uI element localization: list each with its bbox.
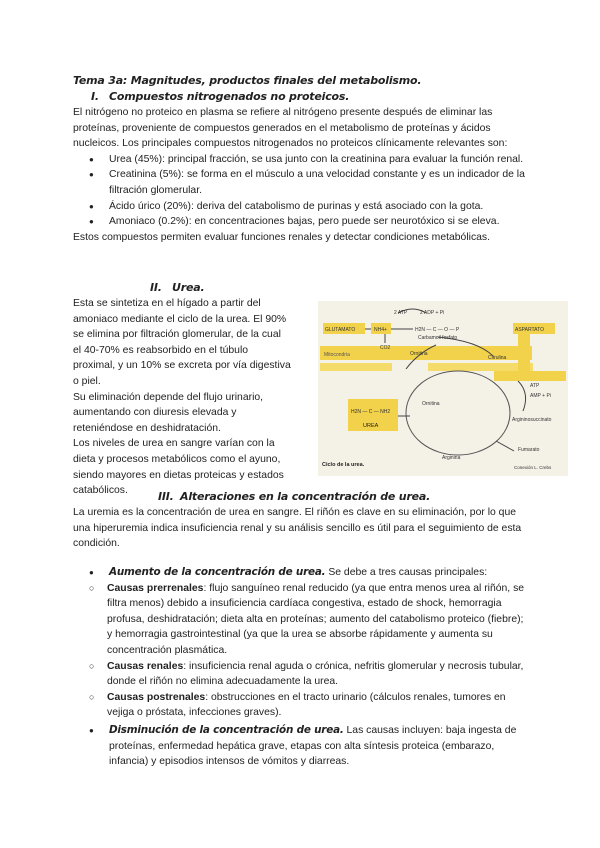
label-arginina: Arginina: [442, 455, 461, 461]
cause-item: [73, 659, 525, 690]
label-ornitina-2: Ornitina: [422, 401, 440, 407]
cause-label: Causas postrenales: [107, 691, 206, 703]
diagram-credit: Conexión L. Crebs: [514, 465, 552, 470]
label-fumarato: Fumarato: [518, 447, 540, 453]
cause-text: : flujo sanguíneo renal reducido (ya que entra menos urea al riñón, se filtra menos) debido a insuficiencia cardíaca congestiva, estado de shock, hemorragia profusa, deshidratación; dieta alta en proteínas; aumento del catabolismo proteico (fiebre); y hemorragia gastrointestinal (ya que la urea se absorbe rápidamente y aumenta su concentración plasmática.: [107, 582, 525, 656]
section-3-intro: La uremia es la concentración de urea en sangre. El riñón es clave en su eliminación, por lo que una hiperuremia indica insuficiencia renal y su análisis sencillo es útil para el seguimiento de esta condición.: [73, 507, 522, 550]
disminucion-text: Las causas incluyen: baja ingesta de proteínas, enfermedad hepática grave, etapas con alta síntesis proteica (embarazo, infancia) y episodios intensos de vómitos y diarreas.: [109, 725, 517, 768]
section-2-number: II.: [150, 281, 162, 294]
cause-text: : insuficiencia renal aguda o crónica, nefritis glomerular y necrosis tubular, donde el riñón no elimina adecuadamente la urea.: [107, 660, 524, 688]
section-1-body: [73, 105, 525, 245]
section-2-heading: Urea.: [172, 281, 205, 294]
label-2atp: 2 ATP: [394, 310, 408, 316]
label-amp: AMP + Pi: [530, 393, 551, 399]
aumento-item: [73, 565, 525, 721]
urea-cycle-diagram: [318, 301, 568, 476]
label-glutamato: GLUTAMATO: [325, 327, 356, 333]
list-item: ● Creatinina (5%): se forma en el músculo a una velocidad constante y es un indicador de la filtración glomerular.: [73, 167, 525, 198]
section-2-body: [73, 296, 291, 499]
disminucion-item: [73, 723, 525, 770]
urea-paragraph-3: Los niveles de urea en sangre varían con la dieta y procesos metabólicos como el ayuno, siendo mayores en dietas proteicas y estados catabólicos.: [73, 438, 284, 497]
cause-item: [73, 581, 525, 659]
mitochondria-membrane-right: [428, 363, 533, 371]
urea-cycle-svg: [318, 301, 568, 476]
section-1-heading: Compuestos nitrogenados no proteicos.: [109, 90, 350, 103]
list-item: ● Urea (45%): principal fracción, se usa junto con la creatinina para evaluar la función renal.: [73, 152, 525, 168]
aumento-block: [73, 565, 525, 721]
aumento-text: Se debe a tres causas principales:: [325, 567, 488, 578]
label-carbamoil-formula: H2N — C — O — P: [415, 327, 460, 333]
label-citrulina: Citrulina: [488, 355, 507, 361]
label-argininosuccinato: Argininosuccinato: [512, 417, 552, 423]
doc-title: Tema 3a: Magnitudes, productos finales del metabolismo.: [73, 74, 422, 87]
aumento-label: Aumento de la concentración de urea.: [109, 566, 326, 578]
label-aspartato: ASPARTATO: [515, 327, 544, 333]
urea-paragraph-1: Esta se sintetiza en el hígado a partir del amoniaco mediante el ciclo de la urea. El 90% se elimina por filtración glomerular, de la cual el 40-70% es reabsorbido en el túbulo proximal, y un 10% se excreta por vía digestiva o piel.: [73, 298, 291, 387]
cause-label: Causas renales: [107, 660, 184, 672]
cytosol-bar: [494, 371, 566, 381]
label-urea-box: UREA: [363, 423, 379, 429]
list-item: ● Ácido úrico (20%): deriva del catabolismo de purinas y está asociado con la gota.: [73, 199, 525, 215]
label-mitocondria: Mitocondria: [324, 352, 350, 358]
label-carbamoil: Carbamoil fosfato: [418, 335, 458, 341]
cause-label: Causas prerrenales: [107, 582, 204, 594]
section-3-number: III.: [158, 490, 174, 503]
list-item: ● Amoniaco (0.2%): en concentraciones bajas, pero puede ser neurotóxico si se eleva.: [73, 214, 525, 230]
label-adp: 2 ADP + Pi: [420, 310, 445, 316]
diagram-caption: Ciclo de la urea.: [322, 462, 365, 468]
alteraciones-list: [73, 565, 525, 721]
label-urea-formula: H2N — C — NH2: [351, 409, 391, 415]
label-co2: CO2: [380, 345, 391, 351]
section-3-heading: Alteraciones en la concentración de urea.: [180, 490, 431, 503]
disminucion-list: [73, 723, 525, 770]
section-1-intro: El nitrógeno no proteico en plasma se refiere al nitrógeno presente después de eliminar las proteínas, proveniente de compuestos generados en el metabolismo de proteínas y ácidos nucleicos. Los principales compuestos nitrogenados no proteicos clínicamente relevantes son:: [73, 107, 508, 150]
urea-paragraph-2: Su eliminación depende del flujo urinario, aumentando con diuresis elevada y reteniéndose en deshidratación.: [73, 391, 264, 434]
cause-item: [73, 690, 525, 721]
disminucion-block: [73, 723, 525, 770]
mitochondria-wall: [518, 331, 530, 376]
compound-list: [73, 152, 525, 230]
section-1-number: I.: [91, 90, 99, 103]
mitochondria-membrane: [320, 363, 392, 371]
disminucion-label: Disminución de la concentración de urea.: [109, 724, 344, 736]
label-ornitina-1: Ornitina: [410, 351, 428, 357]
cause-text: : obstrucciones en el tracto urinario (cálculos renales, tumores en vejiga o próstata, infecciones graves).: [107, 691, 506, 719]
label-atp: ATP: [530, 383, 540, 389]
causes-list: [73, 581, 525, 721]
label-nh4: NH4+: [374, 327, 387, 333]
section-1-outro: Estos compuestos permiten evaluar funciones renales y detectar condiciones metabólicas.: [73, 231, 491, 243]
